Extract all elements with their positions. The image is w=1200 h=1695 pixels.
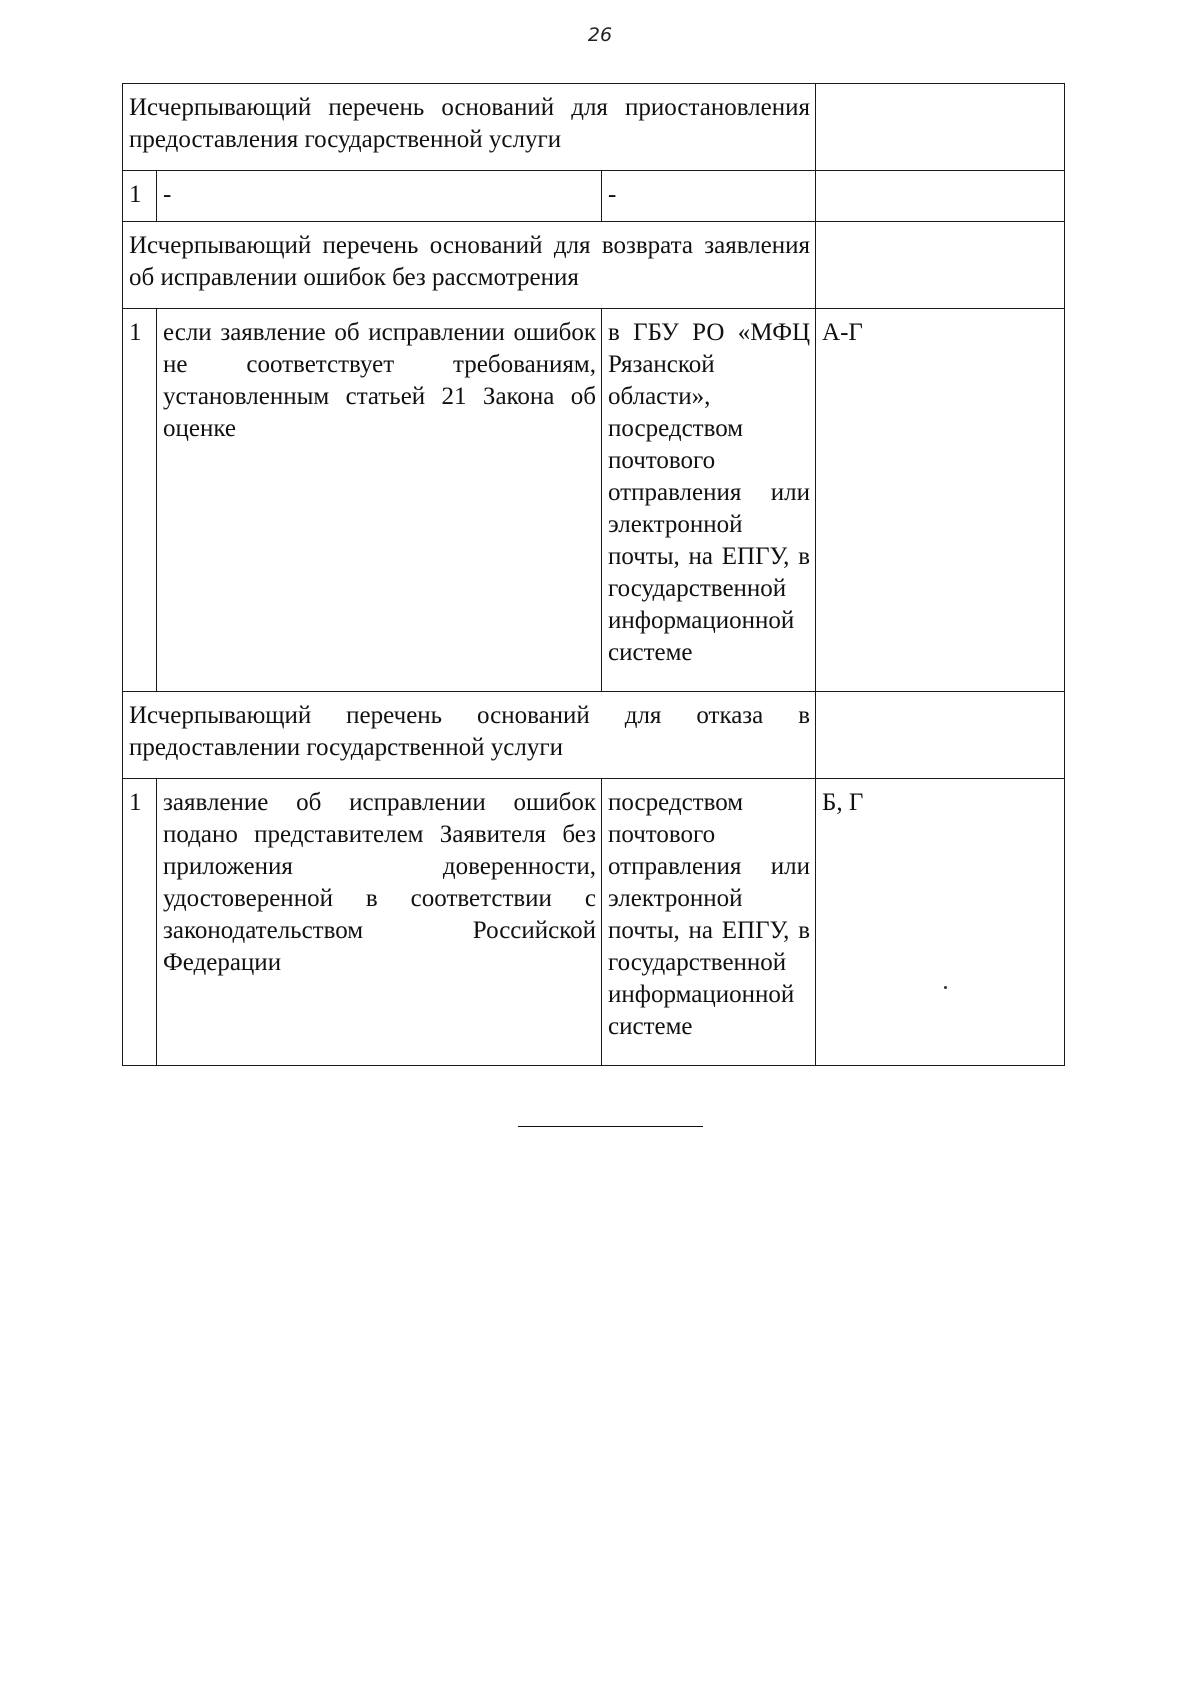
section-code-cell-empty (816, 222, 1065, 309)
table-row (123, 779, 1065, 1066)
grounds-table (122, 83, 1065, 1066)
section-title-refusal: Исчерпывающий перечень оснований для отказа в предоставлении государственной услуги (123, 692, 816, 779)
row-condition: заявление об исправлении ошибок подано представителем Заявителя без приложения доверенности, удостоверенной в соответствии с законодательством Российской Федерации (157, 779, 602, 1066)
row-where: посредством почтового отправления или электронной почты, на ЕПГУ, в государственной информационной системе (602, 779, 816, 1066)
row-number: 1 (123, 171, 157, 222)
row-code (816, 171, 1065, 222)
section-title-suspension: Исчерпывающий перечень оснований для приостановления предоставления государственной услуги (123, 84, 816, 171)
row-code: А-Г (816, 309, 1065, 692)
section-code-cell-empty (816, 692, 1065, 779)
table-row (123, 171, 1065, 222)
section-header-refusal (123, 692, 1065, 779)
row-condition: если заявление об исправлении ошибок не соответствует требованиям, установленным статьей 21 Закона об оценке (157, 309, 602, 692)
table-row (123, 309, 1065, 692)
row-code: Б, Г (816, 779, 1065, 1066)
page-number: 26 (587, 24, 613, 46)
end-separator-line (518, 1126, 703, 1127)
row-where: - (602, 171, 816, 222)
row-condition: - (157, 171, 602, 222)
row-number: 1 (123, 779, 157, 1066)
section-header-suspension (123, 84, 1065, 171)
scan-dot (944, 986, 947, 989)
section-header-return (123, 222, 1065, 309)
row-number: 1 (123, 309, 157, 692)
section-title-return: Исчерпывающий перечень оснований для возврата заявления об исправлении ошибок без рассмотрения (123, 222, 816, 309)
section-code-cell-empty (816, 84, 1065, 171)
row-where: в ГБУ РО «МФЦ Рязанской области», посредством почтового отправления или электронной почты, на ЕПГУ, в государственной информационной системе (602, 309, 816, 692)
